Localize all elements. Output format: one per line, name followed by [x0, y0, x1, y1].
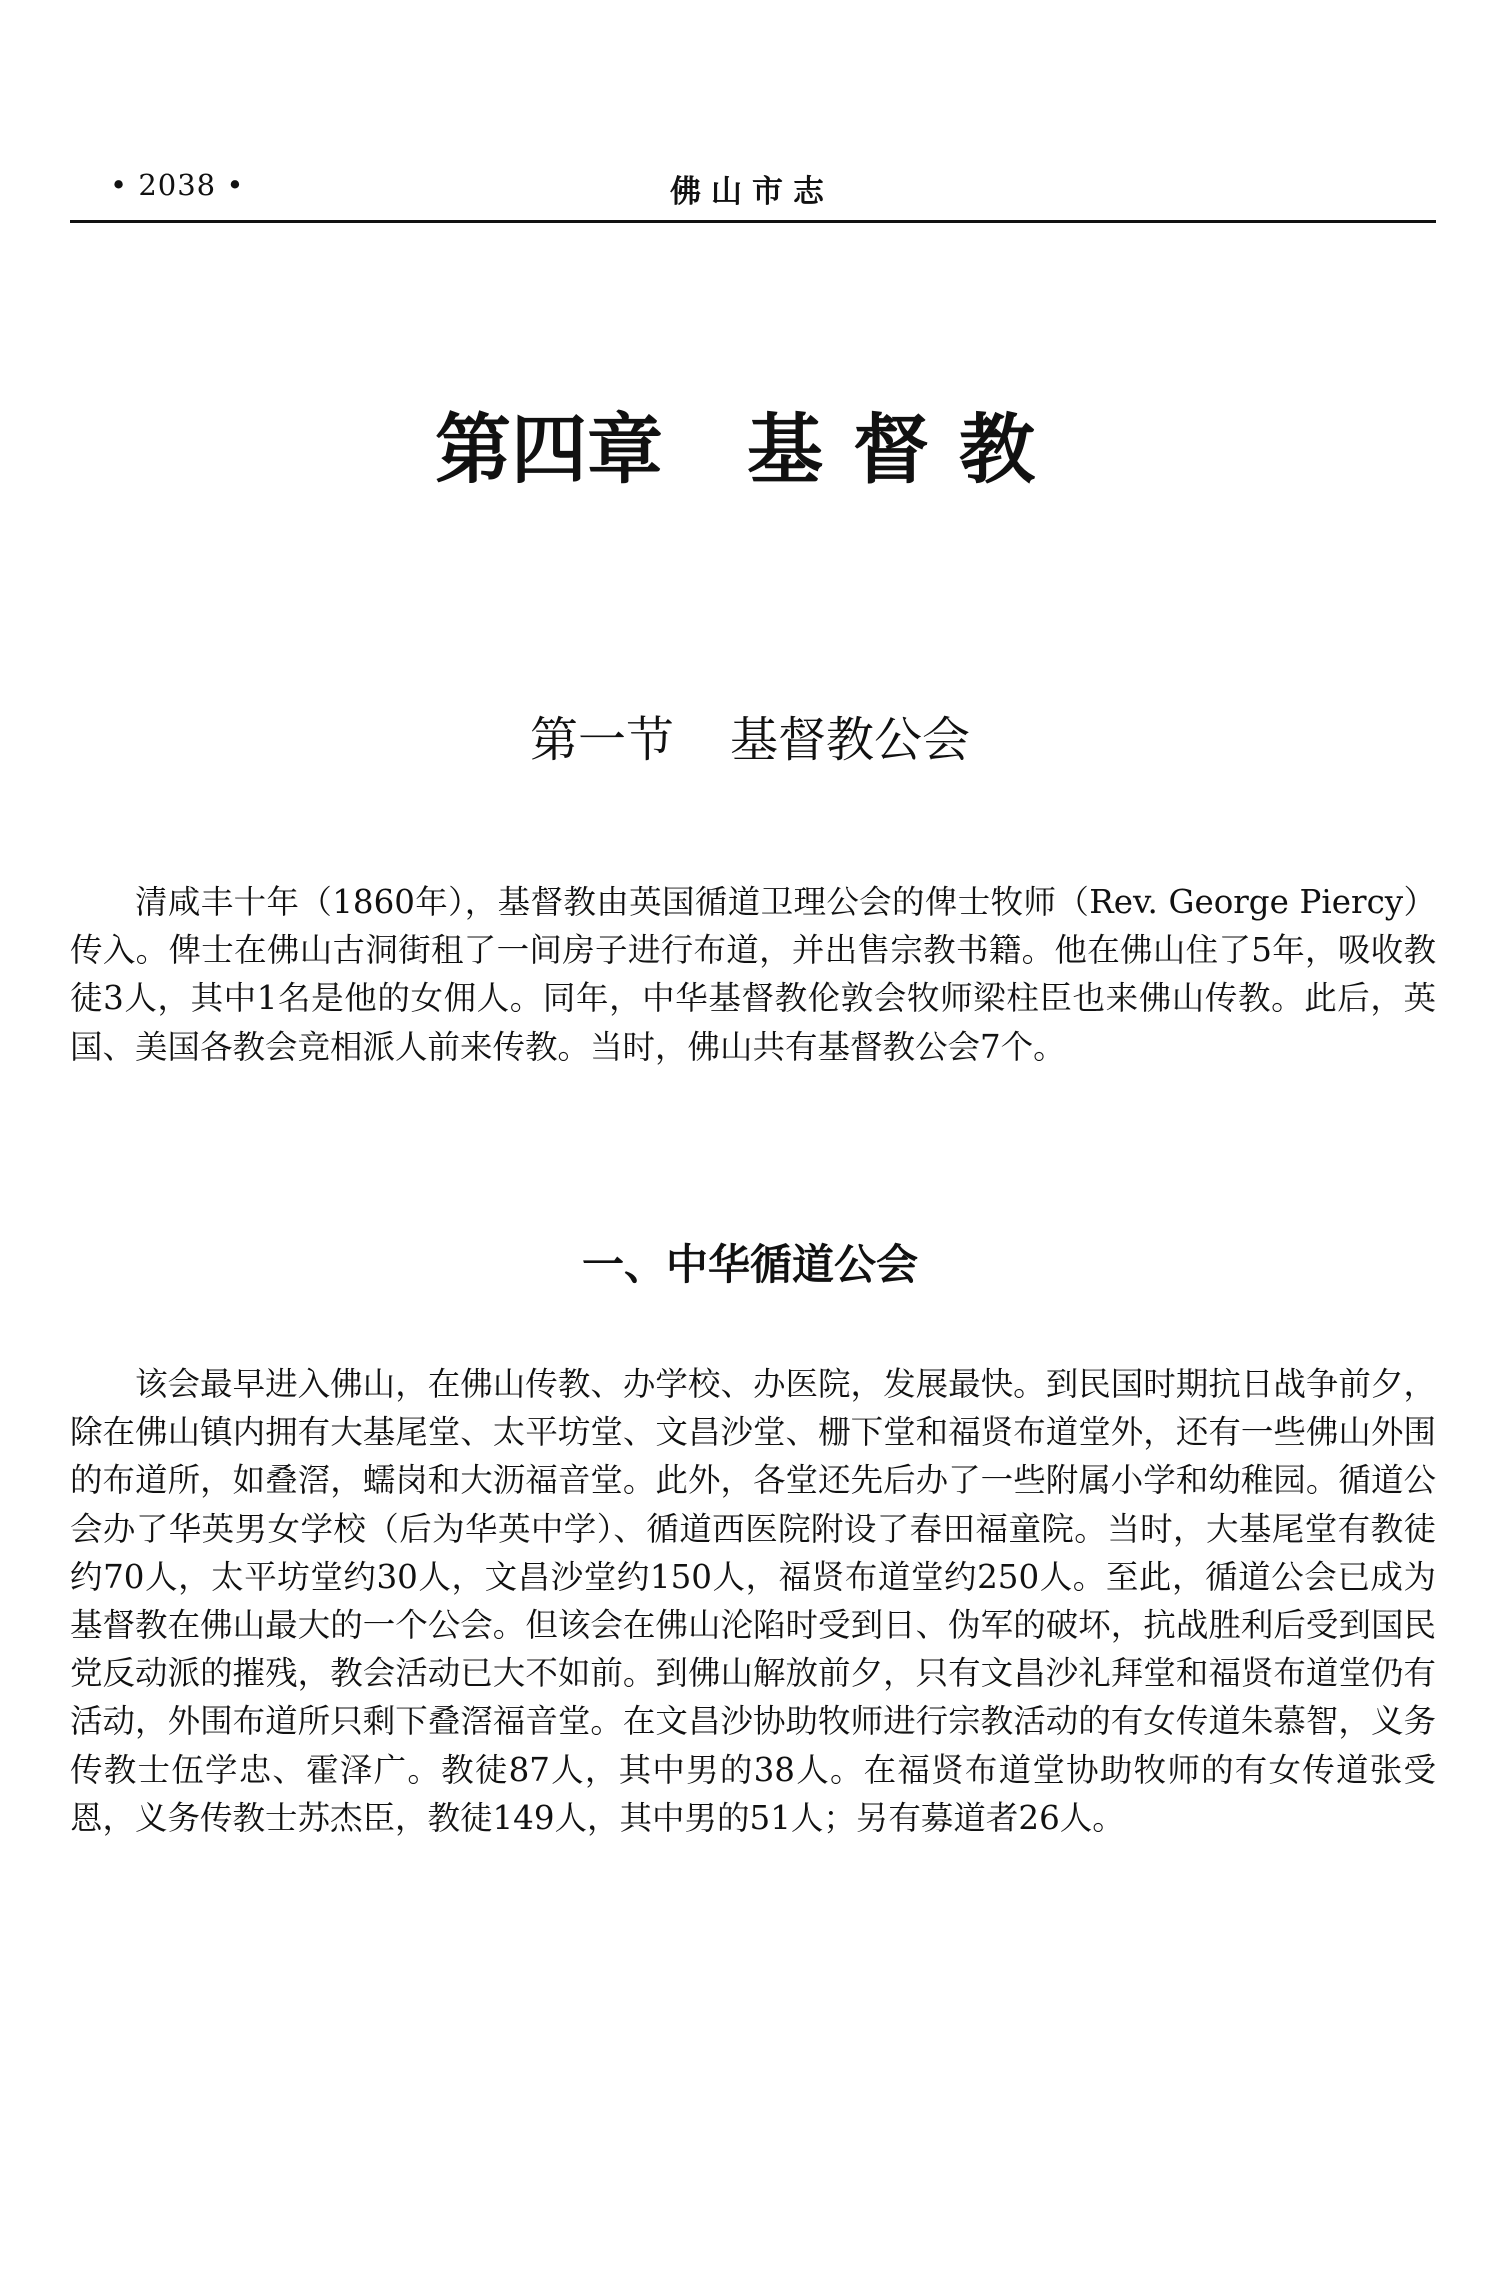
chapter-title: [0, 400, 1500, 500]
subsection-title: 一、中华循道公会: [581, 1240, 918, 1289]
section-number: 第一节: [529, 712, 674, 768]
intro-paragraph: 清咸丰十年（1860年），基督教由英国循道卫理公会的俾士牧师（Rev. George Piercy）传入。俾士在佛山古洞街租了一间房子进行布道，并出售宗教书籍。他在佛山住了5年，吸收教徒3人，其中1名是他的女佣人。同年，中华基督教伦敦会牧师梁柱臣也来佛山传教。此后，英国、美国各教会竞相派人前来传教。当时，佛山共有基督教公会7个。: [70, 883, 1436, 1066]
page-header: [70, 160, 1436, 223]
body-paragraph: 该会最早进入佛山，在佛山传教、办学校、办医院，发展最快。到民国时期抗日战争前夕，除在佛山镇内拥有大基尾堂、太平坊堂、文昌沙堂、栅下堂和福贤布道堂外，还有一些佛山外围的布道所，如叠滘，蠕岗和大沥福音堂。此外，各堂还先后办了一些附属小学和幼稚园。循道公会办了华英男女学校（后为华英中学）、循道西医院附设了春田福童院。当时，大基尾堂有教徒约70人，太平坊堂约30人，文昌沙堂约150人，福贤布道堂约250人。至此，循道公会已成为基督教在佛山最大的一个公会。但该会在佛山沦陷时受到日、伪军的破坏，抗战胜利后受到国民党反动派的摧残，教会活动已大不如前。到佛山解放前夕，只有文昌沙礼拜堂和福贤布道堂仍有活动，外围布道所只剩下叠滘福音堂。在文昌沙协助牧师进行宗教活动的有女传道朱慕智，义务传教士伍学忠、霍泽广。教徒87人，其中男的38人。在福贤布道堂协助牧师的有女传道张受恩，义务传教士苏杰臣，教徒149人，其中男的51人；另有募道者26人。: [70, 1365, 1436, 1837]
chapter-topic: 基督教: [747, 405, 1065, 494]
running-title: 佛山市志: [670, 174, 834, 210]
section-title: [0, 705, 1500, 775]
section-topic: 基督教公会: [730, 712, 971, 768]
page-number: • 2038 •: [110, 168, 245, 202]
chapter-number: 第四章: [435, 405, 663, 494]
